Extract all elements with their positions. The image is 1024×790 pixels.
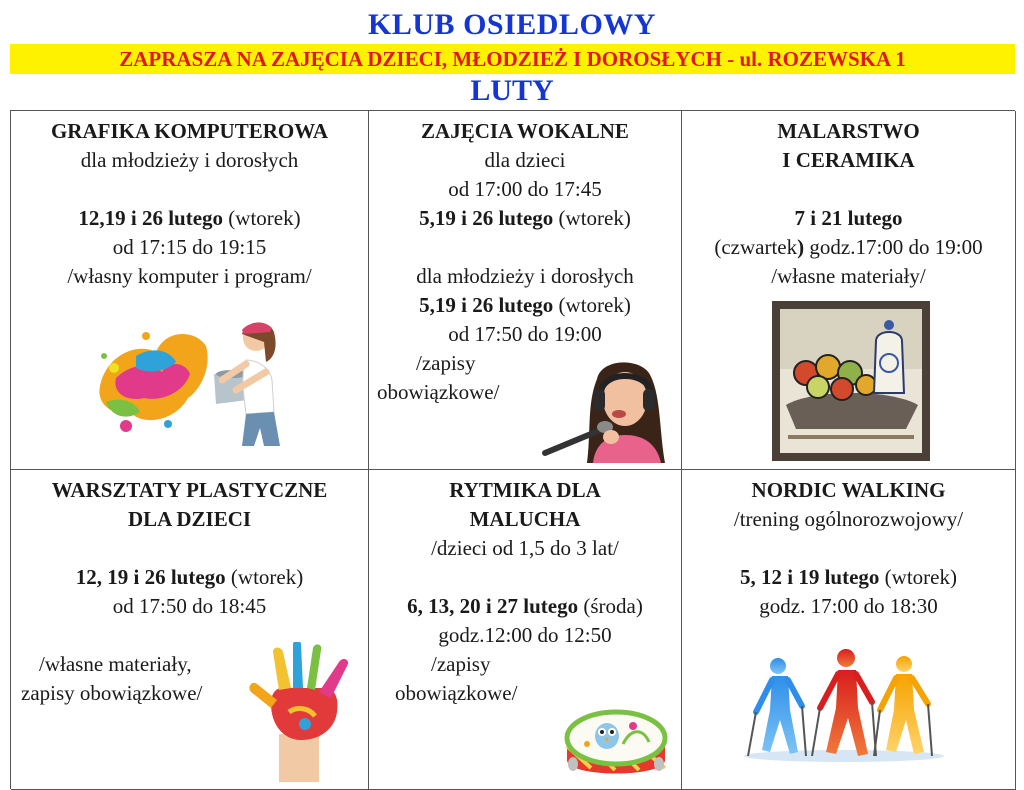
activity-note: /zapisy	[431, 652, 491, 676]
activity-title: WARSZTATY PLASTYCZNE	[51, 478, 328, 502]
activity-hours-children: od 17:00 do 17:45	[448, 177, 602, 201]
activity-note: obowiązkowe/	[377, 380, 500, 404]
activity-note: /własne materiały/	[771, 264, 926, 288]
activity-audience: dla młodzieży i dorosłych	[80, 148, 299, 172]
activity-hours: godz. 17:00 do 18:30	[759, 594, 938, 618]
activity-note: /własne materiały,	[39, 652, 192, 676]
activity-day-hours: (czwartek) godz.17:00 do 19:00	[714, 235, 983, 259]
activity-title: RYTMIKA DLA	[449, 478, 601, 502]
activity-hours: od 17:50 do 18:45	[112, 594, 267, 618]
activity-title: NORDIC WALKING	[751, 478, 946, 502]
activity-dates: 12, 19 i 26 lutego (wtorek)	[75, 565, 304, 589]
activity-cell-art-workshops	[11, 470, 369, 790]
activity-note: obowiązkowe/	[395, 681, 518, 705]
activity-dates: 5, 12 i 19 lutego (wtorek)	[740, 565, 957, 589]
activity-title: I CERAMIKA	[782, 148, 915, 172]
activity-hours: godz.12:00 do 12:50	[438, 623, 612, 647]
activity-title: MALARSTWO	[777, 119, 920, 143]
activity-cell-toddler-rhythm	[369, 470, 682, 790]
owl-tambourine-icon	[563, 698, 669, 790]
activity-audience: /dzieci od 1,5 do 3 lat/	[431, 536, 619, 560]
singer-microphone-icon	[537, 359, 677, 464]
activity-audience-youth-adults: dla młodzieży i dorosłych	[416, 264, 634, 288]
club-title: KLUB OSIEDLOWY	[368, 8, 656, 41]
activity-cell-nordic-walking	[682, 470, 1016, 790]
activity-title: DLA DZIECI	[127, 507, 252, 531]
girl-paint-splash-icon	[96, 316, 296, 451]
activity-hours-youth-adults: od 17:50 do 19:00	[448, 322, 602, 346]
activity-cell-vocal	[369, 111, 682, 470]
activity-note: /własny komputer i program/	[67, 264, 312, 288]
activity-title: ZAJĘCIA WOKALNE	[421, 119, 629, 143]
activity-cell-painting-ceramics	[682, 111, 1016, 470]
painted-hand-icon	[249, 642, 354, 782]
activity-hours: od 17:15 do 19:15	[112, 235, 267, 259]
activity-title: GRAFIKA KOMPUTEROWA	[50, 119, 329, 143]
activity-note: zapisy obowiązkowe/	[21, 681, 203, 705]
activity-audience: /trening ogólnorozwojowy/	[733, 507, 964, 531]
invitation-banner: ZAPRASZA NA ZAJĘCIA DZIECI, MŁODZIEŻ I DOROSŁYCH - ul. ROZEWSKA 1	[10, 44, 1015, 74]
activity-title: MALUCHA	[469, 507, 581, 531]
schedule-table	[10, 110, 1015, 789]
activity-dates-youth-adults: 5,19 i 26 lutego (wtorek)	[419, 293, 631, 317]
activity-note: /zapisy	[416, 351, 476, 375]
activity-dates-children: 5,19 i 26 lutego (wtorek)	[419, 206, 631, 230]
ceramic-tile-icon	[772, 301, 930, 461]
activity-dates: 7 i 21 lutego	[794, 206, 903, 230]
nordic-walkers-icon	[734, 646, 944, 766]
activity-dates: 6, 13, 20 i 27 lutego (środa)	[407, 594, 643, 618]
poster-header	[0, 0, 1024, 110]
activity-cell-computer-graphics	[11, 111, 369, 470]
activity-audience-children: dla dzieci	[484, 148, 566, 172]
activity-dates: 12,19 i 26 lutego (wtorek)	[78, 206, 301, 230]
month-title: LUTY	[470, 74, 554, 107]
